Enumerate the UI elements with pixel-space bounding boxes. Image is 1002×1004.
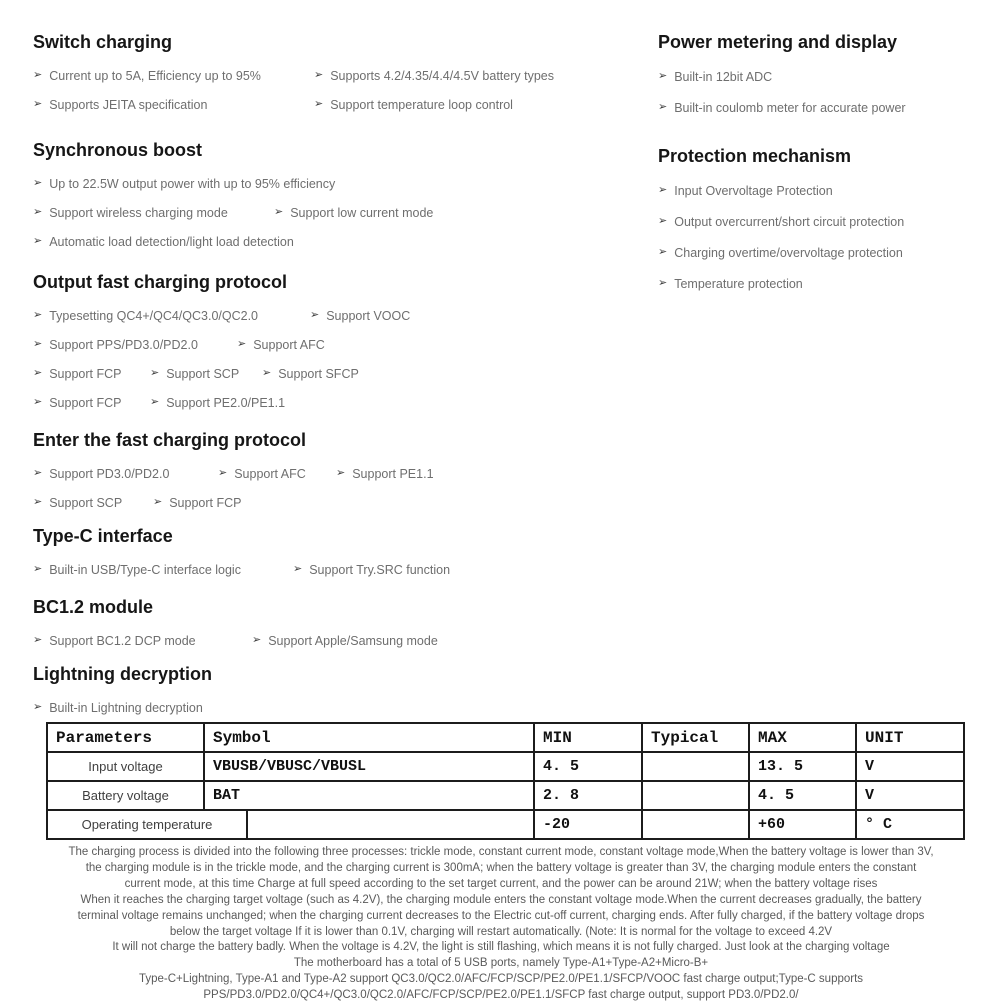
max-value: 4. 5 <box>749 781 856 810</box>
feature-item <box>33 330 198 359</box>
feature-text: Support BC1.2 DCP mode <box>49 633 196 648</box>
feature-item <box>262 359 359 388</box>
section-title: Output fast charging protocol <box>33 272 287 292</box>
arrow-bullet-icon: ➢ <box>150 396 160 408</box>
feature-text: Support FCP <box>49 395 122 410</box>
feature-text: Output overcurrent/short circuit protection <box>674 214 905 229</box>
arrow-bullet-icon: ➢ <box>658 246 668 258</box>
typical-value <box>642 810 749 839</box>
feature-item <box>33 626 196 655</box>
feature-text: Support SCP <box>166 366 240 381</box>
arrow-bullet-icon: ➢ <box>33 69 43 81</box>
feature-item <box>658 237 903 268</box>
feature-text: Support PD3.0/PD2.0 <box>49 466 170 481</box>
feature-row <box>33 61 645 90</box>
feature-item <box>658 175 833 206</box>
section-title: Power metering and display <box>658 32 898 52</box>
typical-value <box>642 781 749 810</box>
arrow-bullet-icon: ➢ <box>33 235 43 247</box>
min-value: 4. 5 <box>534 752 642 781</box>
section-title: Switch charging <box>33 32 173 52</box>
arrow-bullet-icon: ➢ <box>314 69 324 81</box>
col-header-unit: UNIT <box>856 723 964 752</box>
parameters-table-container <box>46 722 965 840</box>
feature-text: Current up to 5A, Efficiency up to 95% <box>49 68 261 83</box>
arrow-bullet-icon: ➢ <box>33 563 43 575</box>
parameter-symbol: VBUSB/VBUSC/VBUSL <box>204 752 534 781</box>
feature-text: Built-in Lightning decryption <box>49 700 203 715</box>
feature-text: Typesetting QC4+/QC4/QC3.0/QC2.0 <box>49 308 258 323</box>
feature-row <box>33 198 645 227</box>
feature-row <box>658 237 1002 268</box>
feature-text: Support temperature loop control <box>330 97 513 112</box>
arrow-bullet-icon: ➢ <box>33 396 43 408</box>
feature-text: Support Try.SRC function <box>309 562 451 577</box>
section-type-c-interface <box>33 525 645 584</box>
feature-item <box>658 268 803 299</box>
feature-item <box>33 555 241 584</box>
feature-item <box>274 198 433 227</box>
feature-text: Support SFCP <box>278 366 359 381</box>
section-title: Protection mechanism <box>658 146 852 166</box>
feature-text: Charging overtime/overvoltage protection <box>674 245 903 260</box>
arrow-bullet-icon: ➢ <box>33 467 43 479</box>
arrow-bullet-icon: ➢ <box>314 98 324 110</box>
feature-row <box>33 169 645 198</box>
arrow-bullet-icon: ➢ <box>252 634 262 646</box>
left-column <box>33 31 645 722</box>
feature-text: Support PE2.0/PE1.1 <box>166 395 286 410</box>
arrow-bullet-icon: ➢ <box>237 338 247 350</box>
feature-text: Support VOOC <box>326 308 411 323</box>
arrow-bullet-icon: ➢ <box>310 309 320 321</box>
feature-text: Support PE1.1 <box>352 466 434 481</box>
feature-text: Support SCP <box>49 495 123 510</box>
unit-value: V <box>856 781 964 810</box>
section-synchronous-boost <box>33 139 645 256</box>
arrow-bullet-icon: ➢ <box>658 184 668 196</box>
parameter-name: Input voltage <box>47 752 204 781</box>
arrow-bullet-icon: ➢ <box>658 70 668 82</box>
section-title: Synchronous boost <box>33 140 203 160</box>
feature-row <box>33 693 645 722</box>
feature-row <box>33 330 645 359</box>
feature-row <box>33 227 645 256</box>
arrow-bullet-icon: ➢ <box>293 563 303 575</box>
feature-item <box>293 555 450 584</box>
feature-row <box>33 626 645 655</box>
feature-row <box>658 92 1002 123</box>
arrow-bullet-icon: ➢ <box>33 367 43 379</box>
arrow-bullet-icon: ➢ <box>218 467 228 479</box>
arrow-bullet-icon: ➢ <box>150 367 160 379</box>
min-value: -20 <box>534 810 642 839</box>
feature-text: Support Apple/Samsung mode <box>268 633 438 648</box>
feature-text: Support wireless charging mode <box>49 205 228 220</box>
feature-item <box>33 90 207 119</box>
feature-item <box>658 92 906 123</box>
parameter-symbol <box>247 810 534 839</box>
col-header-typical: Typical <box>642 723 749 752</box>
feature-row <box>658 175 1002 206</box>
feature-item <box>150 388 285 417</box>
feature-item <box>314 61 554 90</box>
arrow-bullet-icon: ➢ <box>33 496 43 508</box>
feature-item <box>33 61 261 90</box>
arrow-bullet-icon: ➢ <box>33 634 43 646</box>
feature-row <box>33 555 645 584</box>
arrow-bullet-icon: ➢ <box>262 367 272 379</box>
feature-row <box>33 90 645 119</box>
feature-row <box>33 301 645 330</box>
min-value: 2. 8 <box>534 781 642 810</box>
unit-value: V <box>856 752 964 781</box>
section-protection-mechanism <box>658 145 1002 299</box>
arrow-bullet-icon: ➢ <box>33 309 43 321</box>
typical-value <box>642 752 749 781</box>
feature-row <box>658 206 1002 237</box>
col-header-max: MAX <box>749 723 856 752</box>
section-title: Lightning decryption <box>33 664 212 684</box>
feature-text: Built-in 12bit ADC <box>674 69 773 84</box>
feature-item <box>33 198 228 227</box>
feature-text: Support AFC <box>234 466 306 481</box>
col-header-parameters: Parameters <box>47 723 204 752</box>
feature-text: Built-in coulomb meter for accurate power <box>674 100 906 115</box>
feature-row <box>33 388 645 417</box>
feature-item <box>237 330 325 359</box>
right-column <box>658 31 1002 299</box>
feature-row <box>658 61 1002 92</box>
feature-text: Support FCP <box>49 366 122 381</box>
table-header-row <box>47 723 964 752</box>
arrow-bullet-icon: ➢ <box>33 338 43 350</box>
max-value: 13. 5 <box>749 752 856 781</box>
parameter-name: Operating temperature <box>47 810 247 839</box>
feature-item <box>658 206 904 237</box>
feature-text: Temperature protection <box>674 276 803 291</box>
section-power-metering-and-display <box>658 31 1002 123</box>
table-row-input-voltage <box>47 752 964 781</box>
col-header-symbol: Symbol <box>204 723 534 752</box>
feature-item <box>33 459 169 488</box>
feature-item <box>658 61 772 92</box>
col-header-min: MIN <box>534 723 642 752</box>
feature-item <box>33 359 121 388</box>
feature-row <box>33 488 645 517</box>
section-output-fast-charging-protocol <box>33 271 645 417</box>
feature-text: Support AFC <box>253 337 325 352</box>
feature-item <box>314 90 513 119</box>
feature-item <box>33 301 258 330</box>
feature-item <box>33 693 203 722</box>
feature-text: Support PPS/PD3.0/PD2.0 <box>49 337 198 352</box>
feature-item <box>33 227 294 256</box>
section-title: Enter the fast charging protocol <box>33 430 307 450</box>
feature-item <box>150 359 239 388</box>
arrow-bullet-icon: ➢ <box>658 277 668 289</box>
arrow-bullet-icon: ➢ <box>153 496 163 508</box>
feature-text: Support low current mode <box>290 205 434 220</box>
section-title: Type-C interface <box>33 526 173 546</box>
feature-text: Built-in USB/Type-C interface logic <box>49 562 241 577</box>
feature-text: Input Overvoltage Protection <box>674 183 833 198</box>
feature-text: Automatic load detection/light load detection <box>49 234 294 249</box>
feature-row <box>33 359 645 388</box>
feature-item <box>33 388 121 417</box>
feature-item <box>252 626 438 655</box>
section-lightning-decryption <box>33 663 645 722</box>
feature-item <box>153 488 241 517</box>
section-bc1-2-module <box>33 596 645 655</box>
feature-item <box>336 459 434 488</box>
feature-row <box>658 268 1002 299</box>
section-title: BC1.2 module <box>33 597 154 617</box>
feature-text: Support FCP <box>169 495 242 510</box>
arrow-bullet-icon: ➢ <box>658 101 668 113</box>
arrow-bullet-icon: ➢ <box>33 98 43 110</box>
arrow-bullet-icon: ➢ <box>33 701 43 713</box>
feature-row <box>33 459 645 488</box>
arrow-bullet-icon: ➢ <box>658 215 668 227</box>
charging-process-notes: The charging process is divided into the following three processes: trickle mode, constant current mode, constant voltage mode,When the battery voltage is lower than 3V, the charging module is in the trickle mode, and the charging current is 300mA; when the battery voltage is greater than 3V, the charging module enters the constant current mode, at this time Charge at full speed according to the set target current, and the power can be around 21W; when the battery voltage rises When it reaches the charging target voltage (such as 4.2V), the charging module enters the constant voltage mode.When the current decreases gradually, the battery terminal voltage remains unchanged; when the charging current decreases to the Electric cut-off current, charging ends. After fully charged, if the battery voltage drops below the target voltage If it is lower than 0.1V, charging will restart automatically. (Note: It is normal for the voltage to exceed 4.2V It will not charge the battery badly. When the voltage is 4.2V, the light is still flashing, which means it is not fully charged. Just look at the charging voltage The motherboard has a total of 5 USB ports, namely Type-A1+Type-A2+Micro-B+ Type-C+Lightning, Type-A1 and Type-A2 support QC3.0/QC2.0/AFC/FCP/SCP/PE2.0/PE1.1/SFCP/VOOC fast charge output;Type-C supports PPS/PD3.0/PD2.0/QC4+/QC3.0/QC2.0/AFC/FCP/SCP/PE2.0/PE1.1/SFCP fast charge output, support PD3.0/PD2.0/ <box>68 846 934 1002</box>
arrow-bullet-icon: ➢ <box>274 206 284 218</box>
max-value: +60 <box>749 810 856 839</box>
arrow-bullet-icon: ➢ <box>336 467 346 479</box>
parameters-table <box>46 722 965 840</box>
feature-text: Up to 22.5W output power with up to 95% efficiency <box>49 176 336 191</box>
feature-item <box>218 459 306 488</box>
parameter-name: Battery voltage <box>47 781 204 810</box>
feature-text: Supports JEITA specification <box>49 97 208 112</box>
section-enter-the-fast-charging-protocol <box>33 429 645 517</box>
feature-text: Supports 4.2/4.35/4.4/4.5V battery types <box>330 68 554 83</box>
table-row-operating-temperature <box>47 810 964 839</box>
parameter-symbol: BAT <box>204 781 534 810</box>
table-row-battery-voltage <box>47 781 964 810</box>
arrow-bullet-icon: ➢ <box>33 177 43 189</box>
section-switch-charging <box>33 31 645 119</box>
feature-item <box>33 169 335 198</box>
arrow-bullet-icon: ➢ <box>33 206 43 218</box>
feature-item <box>33 488 122 517</box>
unit-value: ° C <box>856 810 964 839</box>
feature-item <box>310 301 410 330</box>
